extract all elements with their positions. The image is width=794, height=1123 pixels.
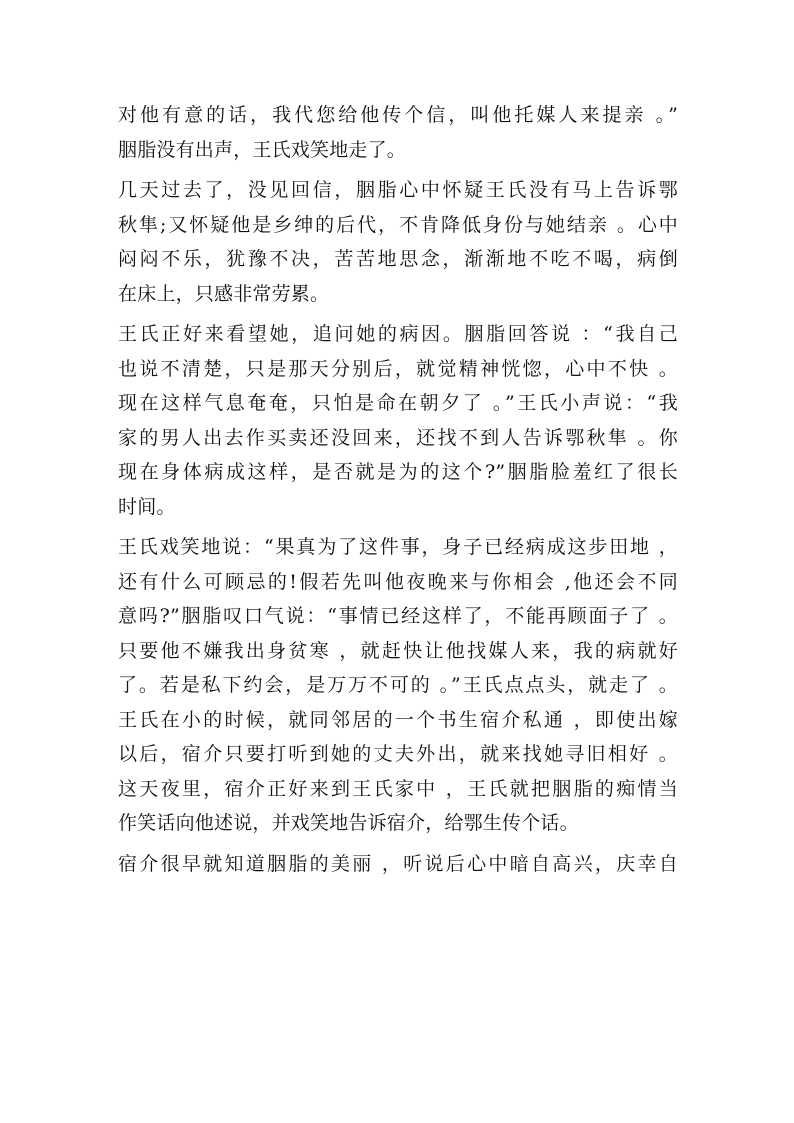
text-line: 宿介很早就知道胭脂的美丽 ，听说后心中暗自高兴，庆幸自: [118, 852, 678, 875]
text-line: 胭脂没有出声，王氏戏笑地走了。: [118, 138, 407, 161]
text-line: 现在这样气息奄奄，只怕是命在朝夕了 。”王氏小声说：“我: [118, 392, 678, 414]
text-line: 现在身体病成这样，是否就是为的这个?”胭脂脸羞红了很长: [118, 461, 678, 483]
text-line: 王氏戏笑地说：“果真为了这件事，身子已经病成这步田地 ，: [118, 536, 678, 558]
text-line: 意吗?”胭脂叹口气说：“事情已经这样了，不能再顾面子了 。: [118, 605, 678, 627]
text-line: 以后，宿介只要打听到她的丈夫外出，就来找她寻旧相好 。: [118, 743, 678, 765]
text-line: 王氏在小的时候，就同邻居的一个书生宿介私通 ，即使出嫁: [118, 708, 678, 731]
text-line: 只要他不嫌我出身贫寒 ，就赶快让他找媒人来，我的病就好: [118, 639, 678, 662]
text-line: 了。若是私下约会，是万万不可的 。”王氏点点头，就走了 。: [118, 674, 678, 696]
body-text: [118, 98, 678, 881]
text-line: 家的男人出去作买卖还没回来，还找不到人告诉鄂秋隼 。你: [118, 426, 678, 449]
text-line: 还有什么可顾忌的!假若先叫他夜晚来与你相会 ,他还会不同: [118, 570, 678, 593]
text-line: 王氏正好来看望她，追问她的病因。胭脂回答说 ：“我自己: [118, 323, 678, 345]
text-line: 这天夜里，宿介正好来到王氏家中 ，王氏就把胭脂的痴情当: [118, 777, 678, 800]
text-line: 秋隼;又怀疑他是乡绅的后代，不肯降低身份与她结亲 。心中: [118, 213, 678, 236]
text-line: 也说不清楚，只是那天分别后，就觉精神恍惚，心中不快 。: [118, 357, 678, 380]
text-line: 闷闷不乐，犹豫不决，苦苦地思念，渐渐地不吃不喝，病倒: [118, 248, 678, 270]
text-line: 对他有意的话，我代您给他传个信，叫他托媒人来提亲 。”: [118, 104, 678, 126]
text-line: 作笑话向他述说，并戏笑地告诉宿介，给鄂生传个话。: [118, 812, 579, 834]
text-line: 几天过去了，没见回信，胭脂心中怀疑王氏没有马上告诉鄂: [118, 179, 678, 201]
text-line: 在床上，只感非常劳累。: [118, 282, 330, 305]
text-line: 时间。: [118, 495, 176, 518]
